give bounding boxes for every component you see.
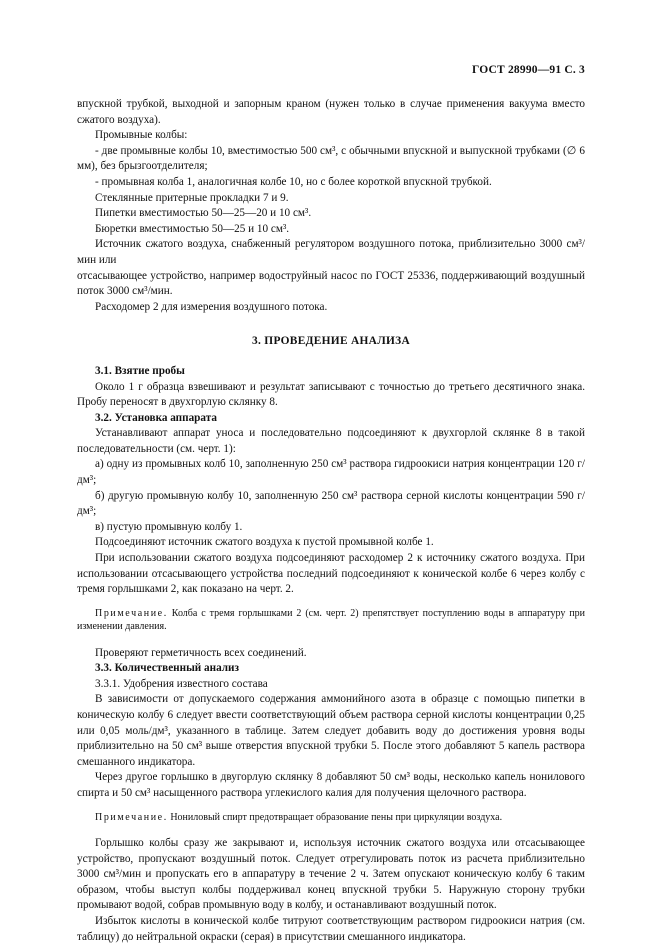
note-label: Примечание. bbox=[95, 811, 168, 823]
note-label: Примечание. bbox=[95, 607, 168, 619]
paragraph: Пипетки вместимостью 50—25—20 и 10 см³. bbox=[95, 207, 312, 220]
paragraph: Через другое горлышко в двугорлую склянку 8 добавляют 50 см³ воды, несколько капель нонилового спирта и 50 см³ насыщенного раствора углекислого калия для получения щелочного раствора. bbox=[77, 771, 585, 799]
note bbox=[77, 811, 585, 824]
paragraph: Подсоединяют источник сжатого воздуха к пустой промывной колбе 1. bbox=[95, 536, 434, 549]
note-text: Колба с тремя горлышками 2 (см. черт. 2) препятствует поступлению воды в аппаратуру при изменении давления. bbox=[77, 607, 585, 633]
paragraph: Промывные колбы: bbox=[95, 129, 188, 142]
note-text: Нониловый спирт предотвращает образование пены при циркуляции воздуха. bbox=[170, 811, 503, 823]
section-title: 3. ПРОВЕДЕНИЕ АНАЛИЗА bbox=[252, 335, 410, 348]
paragraph: - промывная колба 1, аналогичная колбе 10, но с более короткой впускной трубкой. bbox=[95, 175, 492, 188]
paragraph: Проверяют герметичность всех соединений. bbox=[95, 646, 307, 659]
subsection-heading: 3.1. Взятие пробы bbox=[95, 364, 185, 377]
paragraph: б) другую промывную колбу 10, заполненную 250 см³ раствора серной кислоты концентрации 590 г/дм³; bbox=[77, 489, 585, 518]
subsection-heading: 3.3. Количественный анализ bbox=[95, 662, 240, 675]
paragraph: Источник сжатого воздуха, снабженный регулятором воздушного потока, приблизительно 3000 см³/мин или bbox=[77, 238, 585, 266]
subsubsection-heading: 3.3.1. Удобрения известного состава bbox=[95, 677, 268, 690]
paragraph: отсасывающее устройство, например водоструйный насос по ГОСТ 25336, поддерживающий воздушный поток 3000 см³/мин. bbox=[77, 269, 585, 298]
paragraph: В зависимости от допускаемого содержания аммонийного азота в образце с помощью пипетки в коническую колбу 6 следует ввести соответствующий объем раствора серной кислоты концентрации 0,25 или 0,05 моль/дм³, указанного в таблице. Затем следует добавить воду до достижения уровня воды приблизительно на 50 см³ выше отверстия впускной трубки 5. После этого добавляют 5 капель раствора смешанного индикатора. bbox=[77, 693, 585, 768]
paragraph: в) пустую промывную колбу 1. bbox=[95, 520, 243, 533]
paragraph: впускной трубкой, выходной и запорным краном (нужен только в случае применения вакуума вместо сжатого воздуха). bbox=[77, 98, 585, 126]
paragraph: Устанавливают аппарат уноса и последовательно подсоединяют к двухгорлой склянке 8 в такой последовательности (см. черт. 1): bbox=[77, 427, 585, 455]
subsection-heading: 3.2. Установка аппарата bbox=[95, 411, 217, 424]
paragraph: Расходомер 2 для измерения воздушного потока. bbox=[95, 300, 328, 313]
paragraph: а) одну из промывных колб 10, заполненную 250 см³ раствора гидроокиси натрия концентрации 120 г/дм³; bbox=[77, 458, 585, 487]
paragraph: Около 1 г образца взвешивают и результат записывают с точностью до третьего десятичного знака. Пробу переносят в двухгорлую склянку 8. bbox=[77, 380, 585, 409]
paragraph: Бюретки вместимостью 50—25 и 10 см³. bbox=[95, 222, 290, 235]
paragraph: Горлышко колбы сразу же закрывают и, используя источник сжатого воздуха или отсасывающее устройство, пропускают воздушный поток. Следует отрегулировать поток из расчета приблизительно 3000 см³/мин и пропускать его в аппаратуру в течение 2 ч. Затем опускают коническую колбу 6 таким образом, чтобы выступ колбы поддерживал конец впускной трубки 5. Наружную сторону трубки промывают водой, собрав промывную воду в колбу, и останавливают воздушный поток. bbox=[77, 836, 585, 912]
paragraph: При использовании сжатого воздуха подсоединяют расходомер 2 к источнику сжатого воздуха. При использовании отсасывающего устройства последний подсоединяют к конической колбе 6 через колбу с тремя горлышками 2, как показано на черт. 2. bbox=[77, 552, 585, 596]
page-header: ГОСТ 28990—91 С. 3 bbox=[472, 64, 585, 76]
paragraph: Избыток кислоты в конической колбе титруют соответствующим раствором гидроокиси натрия (см. таблицу) до нейтральной окраски (серая) в присутствии смешанного индикатора. bbox=[77, 914, 585, 943]
paragraph: - две промывные колбы 10, вместимостью 500 см³, с обычными впускной и выпускной трубками (∅ 6 мм), без брызгоотделителя; bbox=[77, 144, 585, 173]
document-body bbox=[77, 97, 585, 945]
note bbox=[77, 607, 585, 634]
paragraph: Стеклянные притерные прокладки 7 и 9. bbox=[95, 191, 289, 204]
